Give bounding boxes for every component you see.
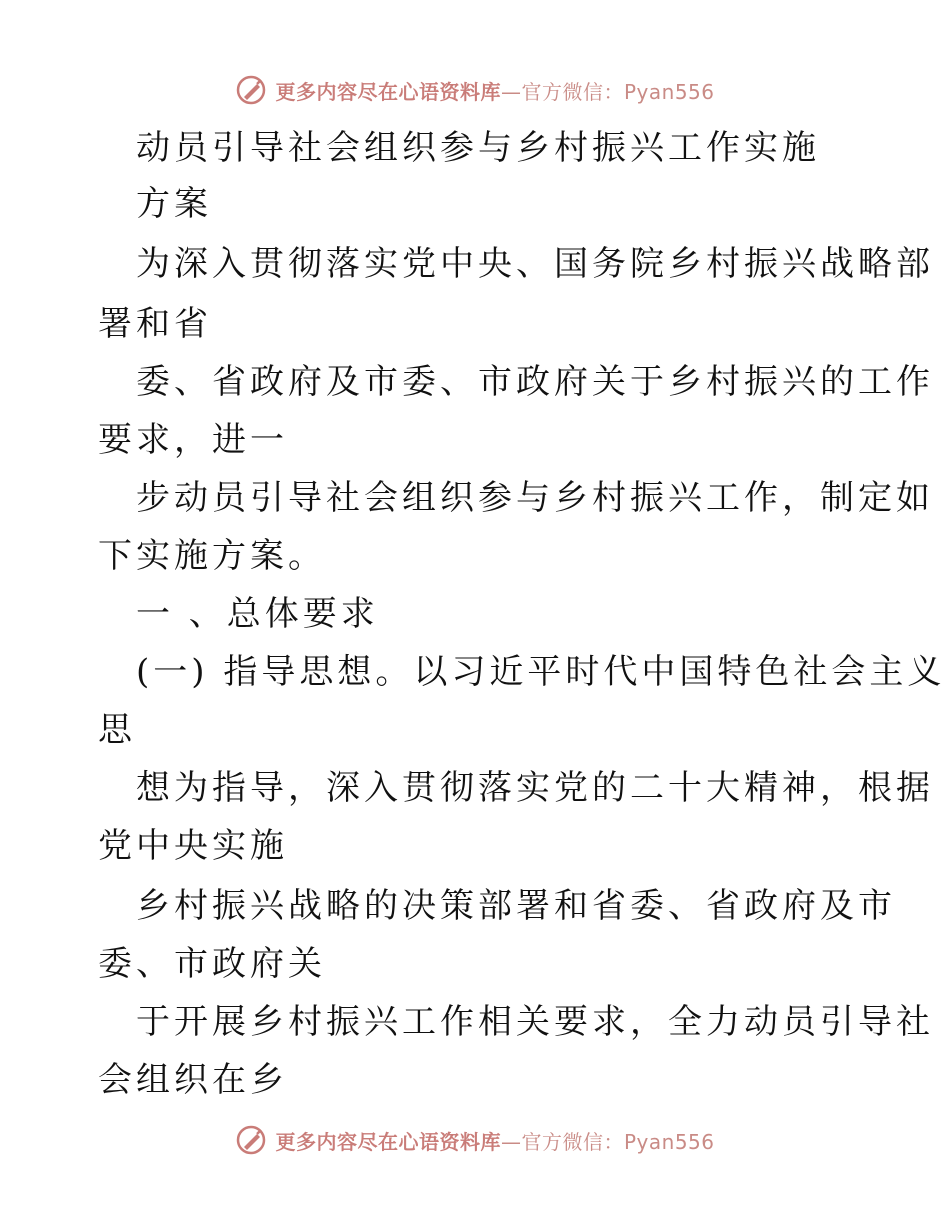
doc-line: 乡村振兴战略的决策部署和省委、省政府及市	[136, 886, 896, 926]
doc-line: 署和省	[98, 304, 212, 344]
doc-line: (一) 指导思想。以习近平时代中国特色社会主义	[136, 652, 946, 692]
doc-line: 思	[98, 710, 136, 750]
watermark-dash: —	[500, 79, 522, 104]
pen-logo-icon	[235, 1124, 267, 1156]
doc-line: 想为指导，深入贯彻落实党的二十大精神，根据	[136, 768, 934, 808]
watermark-official: 官方微信：	[521, 1129, 624, 1154]
watermark-brand: 更多内容尽在心语资料库	[275, 79, 501, 104]
watermark-dash: —	[500, 1129, 522, 1154]
doc-line: 为深入贯彻落实党中央、国务院乡村振兴战略部	[136, 244, 934, 284]
doc-title-line-2: 方案	[136, 184, 212, 224]
watermark-official: 官方微信：	[521, 79, 624, 104]
watermark-footer	[0, 1120, 950, 1160]
doc-line: 下实施方案。	[98, 536, 326, 576]
doc-line: 委、市政府关	[98, 944, 326, 984]
pen-logo-icon	[235, 74, 267, 106]
doc-line: 委、省政府及市委、市政府关于乡村振兴的工作	[136, 362, 934, 402]
watermark-header	[0, 70, 950, 110]
watermark-brand: 更多内容尽在心语资料库	[275, 1129, 501, 1154]
section-heading: 一 、总体要求	[136, 594, 379, 634]
watermark-id: Pyan556	[623, 1129, 715, 1154]
watermark-id: Pyan556	[623, 79, 715, 104]
doc-line: 于开展乡村振兴工作相关要求，全力动员引导社	[136, 1002, 934, 1042]
doc-line: 步动员引导社会组织参与乡村振兴工作，制定如	[136, 478, 934, 518]
doc-line: 党中央实施	[98, 826, 288, 866]
watermark-text	[275, 1126, 714, 1155]
doc-line: 要求，进一	[98, 420, 288, 460]
watermark-text	[275, 76, 714, 105]
doc-title-line-1: 动员引导社会组织参与乡村振兴工作实施	[136, 128, 820, 168]
doc-line: 会组织在乡	[98, 1060, 288, 1100]
